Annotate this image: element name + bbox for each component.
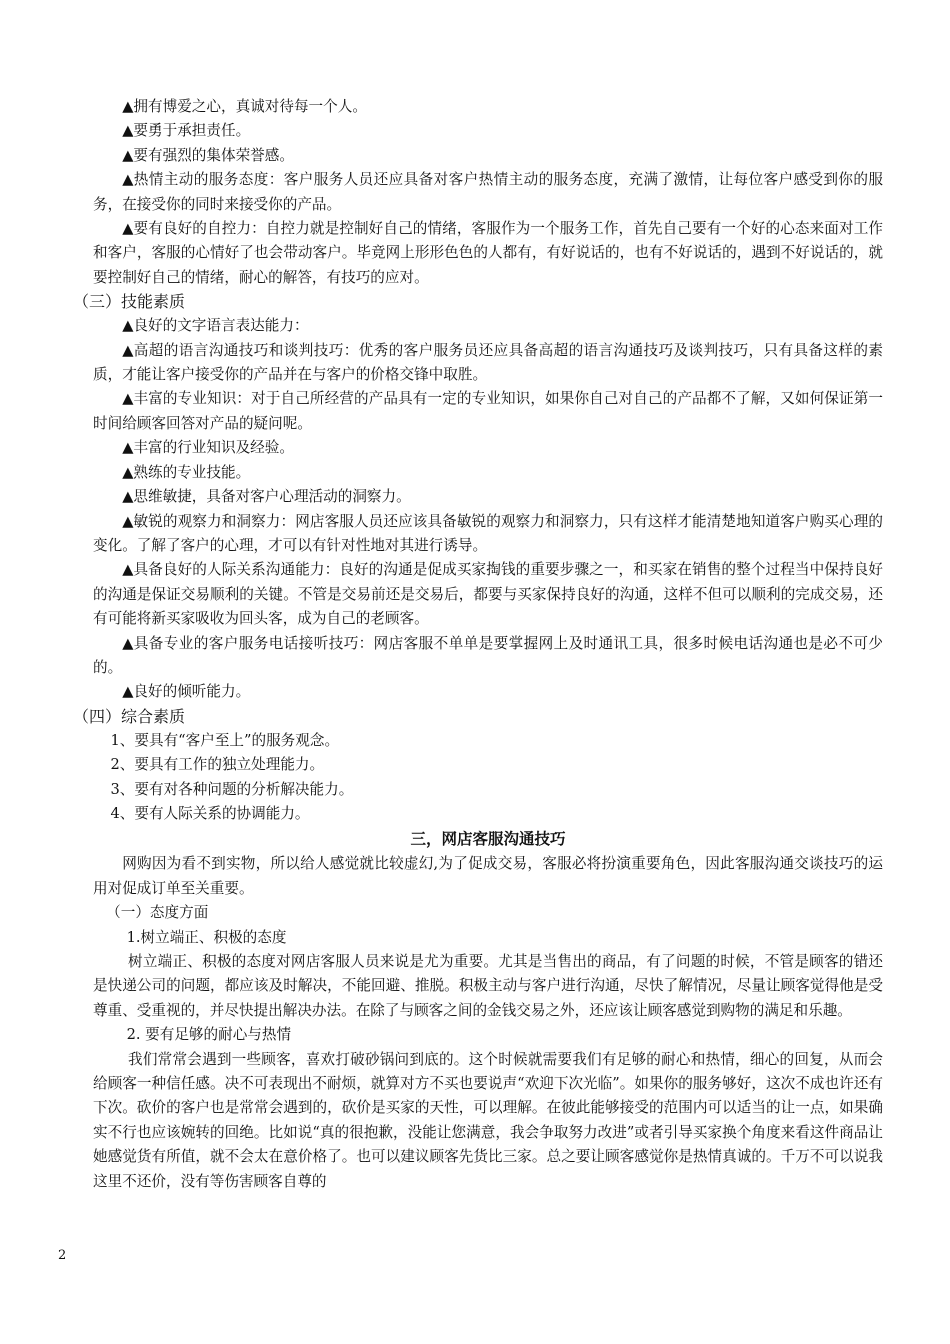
section-heading: （四）综合素质 (73, 706, 186, 726)
list-item: ▲高超的语言沟通技巧和谈判技巧：优秀的客户服务员还应具备高超的语言沟通技巧及谈判技巧，只有具备这样的素质，才能让客户接受你的产品并在与客户的价格交锋中取胜。 (93, 341, 883, 384)
point-heading: 1.树立端正、积极的态度 (126, 928, 287, 946)
list-item: ▲具备良好的人际关系沟通能力：良好的沟通是促成买家掏钱的重要步骤之一，和买家在销售的整个过程当中保持良好的沟通是保证交易顺利的关键。不管是交易前还是交易后，都要与买家保持良好的沟通，这样不但可以顺利的完成交易，还有可能将新买家吸收为回头客，成为自己的老顾客。 (93, 561, 883, 628)
list-item: 3、要有对各种问题的分析解决能力。 (110, 780, 354, 798)
paragraph: ▲要有强烈的集体荣誉感。 (122, 146, 294, 164)
paragraph: ▲要有良好的自控力：自控力就是控制好自己的情绪，客服作为一个服务工作，首先自己要有一个好的心态来面对工作和客户，客服的心情好了也会带动客户。毕竟网上形形色色的人都有，有好说话的，也有不好说话的，遇到不好说话的，就要控制好自己的情绪，耐心的解答，有技巧的应对。 (93, 220, 883, 286)
list-item: 4、要有人际关系的协调能力。 (110, 804, 310, 822)
page-content (73, 95, 883, 1194)
paragraph: 我们常常会遇到一些顾客，喜欢打破砂锅问到底的。这个时候就需要我们有足够的耐心和热情，细心的回复，从而会给顾客一种信任感。决不可表现出不耐烦，就算对方不买也要说声“欢迎下次光临”。如果你的服务够好，这次不成也许还有下次。砍价的客户也是常常会遇到的，砍价是买家的天性，可以理解。在彼此能够接受的范围内可以适当的让一点，如果确实不行也应该婉转的回绝。比如说“真的很抱歉，没能让您满意，我会争取努力改进”或者引导买家换个角度来看这件商品让她感觉货有所值，就不会太在意价格了。也可以建议顾客先货比三家。总之要让顾客感觉你是热情真诚的。千万不可以说我这里不还价，没有等伤害顾客自尊的 (93, 1050, 883, 1190)
list-item: ▲熟练的专业技能。 (122, 463, 251, 481)
list-item: ▲具备专业的客户服务电话接听技巧：网店客服不单单是要掌握网上及时通讯工具，很多时候电话沟通也是必不可少的。 (93, 634, 883, 676)
paragraph: ▲拥有博爱之心，真诚对待每一个人。 (122, 98, 367, 115)
list-item: ▲良好的倾听能力。 (122, 683, 251, 701)
point-heading: 2. 要有足够的耐心与热情 (126, 1026, 292, 1044)
page-number: 2 (58, 1248, 67, 1263)
sub-heading: （一）态度方面 (106, 904, 209, 922)
paragraph: 网购因为看不到实物，所以给人感觉就比较虚幻,为了促成交易，客服必将扮演重要角色，因此客服沟通交谈技巧的运用对促成订单至关重要。 (93, 855, 883, 897)
list-item: ▲良好的文字语言表达能力： (122, 317, 309, 335)
list-item: 1、要具有“客户至上”的服务观念。 (110, 731, 340, 749)
list-item: ▲敏锐的观察力和洞察力：网店客服人员还应该具备敏锐的观察力和洞察力，只有这样才能清楚地知道客户购买心理的变化。了解了客户的心理，才可以有针对性地对其进行诱导。 (93, 512, 883, 554)
paragraph: ▲要勇于承担责任。 (122, 122, 251, 140)
chapter-title: 三，网店客服沟通技巧 (410, 830, 566, 849)
list-item: ▲思维敏捷，具备对客户心理活动的洞察力。 (122, 488, 411, 506)
paragraph: 树立端正、积极的态度对网店客服人员来说是尤为重要。尤其是当售出的商品，有了问题的时候，不管是顾客的错还是快递公司的问题，都应该及时解决，不能回避、推脱。积极主动与客户进行沟通，尽快了解情况，尽量让顾客觉得他是受尊重、受重视的，并尽快提出解决办法。在除了与顾客之间的金钱交易之外，还应该让顾客感觉到购物的满足和乐趣。 (93, 953, 883, 1019)
list-item: ▲丰富的专业知识：对于自己所经营的产品具有一定的专业知识，如果你自己对自己的产品都不了解，又如何保证第一时间给顾客回答对产品的疑问呢。 (93, 390, 883, 432)
section-heading: （三）技能素质 (73, 292, 186, 312)
list-item: 2、要具有工作的独立处理能力。 (110, 756, 325, 774)
list-item: ▲丰富的行业知识及经验。 (122, 439, 294, 457)
paragraph: ▲热情主动的服务态度：客户服务人员还应具备对客户热情主动的服务态度，充满了激情，让每位客户感受到你的服务，在接受你的同时来接受你的产品。 (93, 171, 883, 213)
